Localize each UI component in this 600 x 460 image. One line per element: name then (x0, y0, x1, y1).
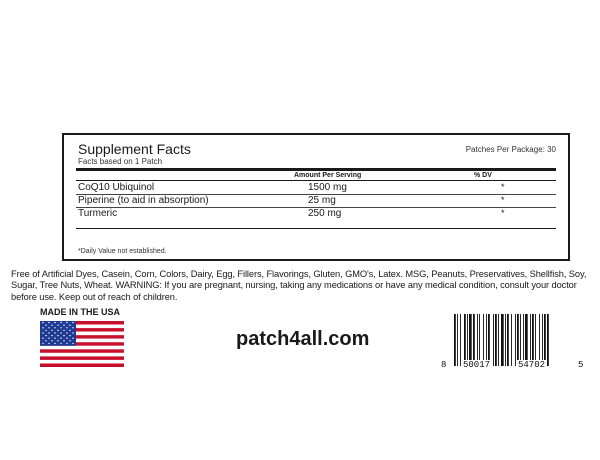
patches-per-package: Patches Per Package: 30 (465, 145, 556, 154)
facts-row (76, 182, 556, 195)
ingredient-dv: * (501, 195, 505, 205)
ingredient-dv: * (501, 182, 505, 192)
facts-basis: Facts based on 1 Patch (78, 157, 163, 166)
header-divider (76, 180, 556, 181)
barcode-digits (441, 360, 584, 372)
bottom-divider (76, 228, 556, 229)
ingredient-name: CoQ10 Ubiquinol (78, 182, 155, 193)
daily-value-header: % DV (474, 172, 492, 179)
ingredient-amount: 250 mg (308, 208, 342, 219)
facts-row (76, 195, 556, 208)
facts-title: Supplement Facts (78, 141, 191, 157)
amount-per-serving-header: Amount Per Serving (294, 172, 362, 179)
ingredient-dv: * (501, 208, 505, 218)
ingredient-name: Piperine (to aid in absorption) (78, 195, 209, 206)
website-url: patch4all.com (236, 328, 370, 350)
ingredient-amount: 25 mg (308, 195, 336, 206)
barcode-digit-group: 8 (441, 360, 447, 370)
barcode-digit-group: 5 (578, 360, 584, 370)
facts-row (76, 208, 556, 220)
thick-divider (76, 168, 556, 171)
ingredient-amount: 1500 mg (308, 182, 347, 193)
barcode-digit-group: 54702 (518, 360, 546, 370)
made-in-usa-label: MADE IN THE USA (40, 307, 121, 317)
supplement-facts-panel (62, 133, 570, 261)
daily-value-footnote: *Daily Value not established. (78, 248, 167, 255)
ingredient-name: Turmeric (78, 208, 118, 219)
allergen-warning-text: Free of Artificial Dyes, Casein, Corn, Colors, Dairy, Egg, Fillers, Flavorings, Gluten, GMO's, Latex. MSG, Peanuts, Preservatives, Shellfish, Soy, Sugar, Tree Nuts, Wheat. WARNING: If you are pregnant, nursing, taking any medications or have any medical condition, consult your doctor before use. Keep out of reach of children. (11, 269, 587, 302)
us-flag-icon (40, 321, 124, 367)
barcode-digit-group: 50017 (463, 360, 491, 370)
